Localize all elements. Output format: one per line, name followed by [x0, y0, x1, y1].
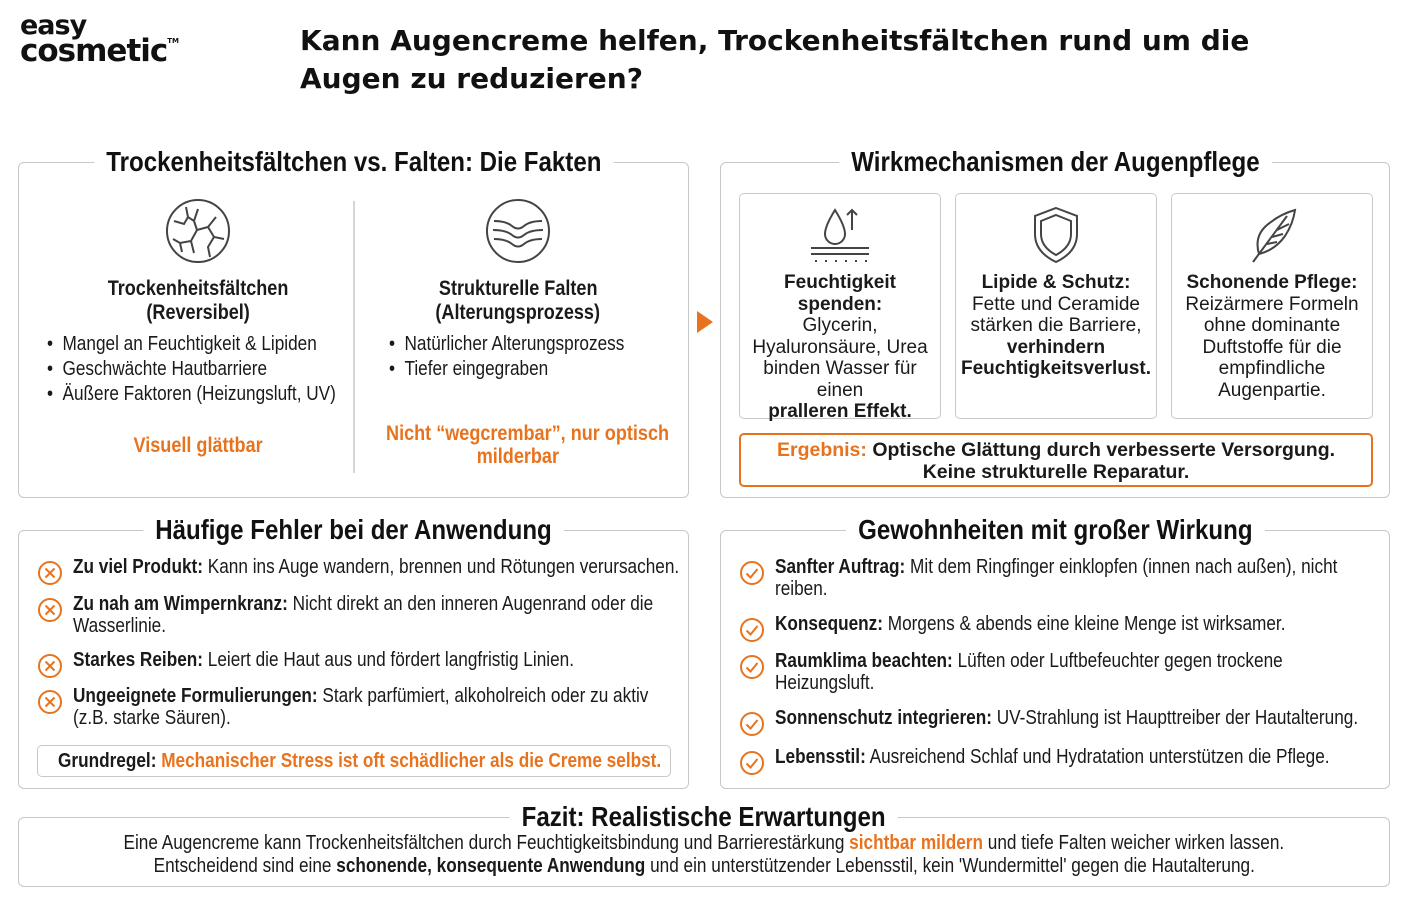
- facts-panel: [18, 146, 689, 498]
- list-item: • Äußere Faktoren (Heizungsluft, UV): [47, 382, 310, 407]
- x-circle-icon: [37, 653, 63, 679]
- facts-title: Trockenheitsfältchen vs. Falten: Die Fakten: [94, 144, 613, 180]
- cracked-skin-icon: [164, 197, 232, 265]
- lipids-text: Lipide & Schutz: Fette und Ceramide stärken die Barriere, verhindern Feuchtigkeitsverlust.: [960, 272, 1152, 379]
- facts-right-column: [363, 197, 673, 468]
- water-drop-icon: [805, 204, 875, 266]
- fazit-title: Fazit: Realistische Erwartungen: [510, 799, 898, 835]
- mechanism-card-gentle: [1171, 193, 1373, 419]
- fazit-text: Eine Augencreme kann Trockenheitsfältchen durch Feuchtigkeitsbindung und Barrierestärkung sichtbar mildern und tiefe Falten weicher wirken lassen. Entscheidend sind eine schonende, konsequente Anwendung und ein unterstützender Lebensstil, kein 'Wundermittel' gegen die Hautalterung.: [123, 832, 1285, 877]
- brand-logo: [20, 10, 180, 70]
- facts-right-list: [389, 332, 673, 382]
- habit-item: Raumklima beachten: Lüften oder Luftbefeuchter gegen trockene Heizungsluft.: [739, 650, 1365, 694]
- mistake-item: Starkes Reiben: Leiert die Haut aus und fördert langfristig Linien.: [37, 649, 656, 679]
- list-item: • Geschwächte Hautbarriere: [47, 357, 310, 382]
- habit-item: Lebensstil: Ausreichend Schlaf und Hydratation unterstützen die Pflege.: [739, 746, 1408, 776]
- moisture-text: Feuchtigkeit spenden: Glycerin, Hyaluronsäure, Urea binden Wasser für einen pralleren Effekt.: [752, 272, 928, 422]
- brand-tm: TM: [167, 37, 180, 46]
- habit-item: Sanfter Auftrag: Mit dem Ringfinger einklopfen (innen nach außen), nicht reiben.: [739, 556, 1408, 600]
- list-item: • Natürlicher Alterungsprozess: [389, 332, 633, 357]
- facts-right-title: Strukturelle Falten (Alterungsprozess): [435, 277, 601, 324]
- mechanism-card-moisture: [739, 193, 941, 422]
- result-line2: Keine strukturelle Reparatur.: [922, 461, 1190, 483]
- result-label: Ergebnis:: [776, 439, 867, 461]
- list-item: • Mangel an Feuchtigkeit & Lipiden: [47, 332, 310, 357]
- mistake-item: Zu nah am Wimpernkranz: Nicht direkt an den inneren Augenrand oder die Wasserlinie.: [37, 593, 748, 637]
- facts-left-footer: Visuell glättbar: [133, 434, 263, 457]
- x-circle-icon: [37, 689, 63, 715]
- check-circle-icon: [739, 654, 765, 680]
- brand-line2: cosmetic: [20, 33, 168, 70]
- check-circle-icon: [739, 617, 765, 643]
- x-circle-icon: [37, 560, 63, 586]
- gentle-text: Schonende Pflege: Reizärmere Formeln ohne dominante Duftstoffe für die empfindliche Augenpartie.: [1185, 272, 1359, 401]
- play-arrow-icon: [696, 310, 714, 334]
- rule-text: Mechanischer Stress ist oft schädlicher als die Creme selbst.: [161, 750, 662, 772]
- wrinkle-layers-icon: [484, 197, 552, 265]
- facts-right-footer: Nicht “wegcrembar”, nur optisch milderbar: [386, 422, 670, 468]
- mechanisms-panel: [720, 146, 1390, 498]
- feather-icon: [1237, 204, 1307, 266]
- mistake-item: Zu viel Produkt: Kann ins Auge wandern, brennen und Rötungen verursachen.: [37, 556, 778, 586]
- mechanism-card-lipids: [955, 193, 1157, 419]
- habit-item: Sonnenschutz integrieren: UV-Strahlung ist Haupttreiber der Hautalterung.: [739, 707, 1408, 737]
- facts-left-title: Trockenheitsfältchen (Reversibel): [107, 277, 289, 324]
- facts-left-list: [47, 332, 353, 407]
- fazit-panel: [18, 801, 1390, 887]
- brand-line1: easy: [20, 10, 87, 41]
- habits-panel: [720, 514, 1390, 789]
- check-circle-icon: [739, 711, 765, 737]
- facts-divider: [353, 201, 355, 473]
- check-circle-icon: [739, 560, 765, 586]
- facts-left-column: [43, 197, 353, 457]
- rule-label: Grundregel:: [58, 750, 157, 772]
- result-box: [739, 433, 1373, 487]
- check-circle-icon: [739, 750, 765, 776]
- rule-box: [37, 745, 671, 777]
- mistakes-panel: [18, 514, 689, 789]
- page-title: Kann Augencreme helfen, Trockenheitsfältchen rund um die Augen zu reduzieren?: [300, 24, 1250, 95]
- habit-item: Konsequenz: Morgens & abends eine kleine Menge ist wirksamer.: [739, 613, 1369, 643]
- shield-icon: [1021, 204, 1091, 266]
- mistake-item: Ungeeignete Formulierungen: Stark parfümiert, alkoholreich oder zu aktiv (z.B. starke Säuren).: [37, 685, 742, 729]
- result-line1: Optische Glättung durch verbesserte Versorgung.: [872, 439, 1336, 461]
- mistakes-title: Häufige Fehler bei der Anwendung: [143, 512, 564, 548]
- x-circle-icon: [37, 597, 63, 623]
- mechanisms-title: Wirkmechanismen der Augenpflege: [839, 144, 1271, 180]
- habits-title: Gewohnheiten mit großer Wirkung: [846, 512, 1265, 548]
- list-item: • Tiefer eingegraben: [389, 357, 633, 382]
